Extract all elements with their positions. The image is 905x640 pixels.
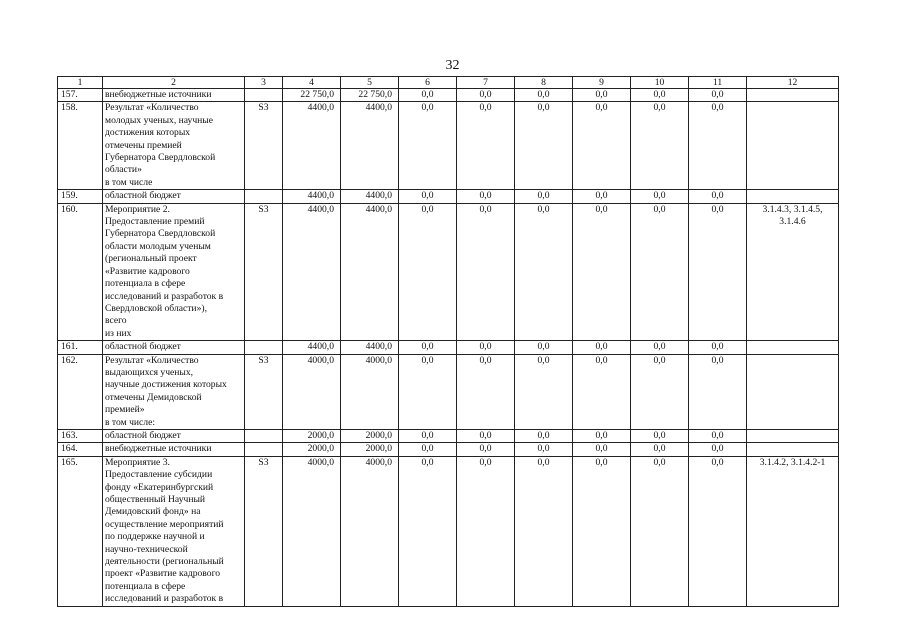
value-col-8: 0,0 xyxy=(515,190,573,203)
table-row xyxy=(58,354,839,429)
value-col-5: 4400,0 xyxy=(341,203,399,340)
row-reference: 3.1.4.2, 3.1.4.2-1 xyxy=(747,456,839,606)
value-col-10: 0,0 xyxy=(631,190,689,203)
value-col-11: 0,0 xyxy=(689,443,747,456)
value-col-11: 0,0 xyxy=(689,190,747,203)
row-number: 162. xyxy=(58,354,103,429)
column-header: 12 xyxy=(747,77,839,89)
value-col-7: 0,0 xyxy=(457,341,515,354)
value-col-9: 0,0 xyxy=(573,341,631,354)
value-col-6: 0,0 xyxy=(399,429,457,442)
value-col-10: 0,0 xyxy=(631,354,689,429)
row-reference: 3.1.4.3, 3.1.4.5, 3.1.4.6 xyxy=(747,203,839,340)
row-code: S3 xyxy=(245,102,283,190)
row-name: внебюджетные источники xyxy=(103,443,245,456)
value-col-4: 4000,0 xyxy=(283,456,341,606)
value-col-10: 0,0 xyxy=(631,89,689,102)
column-header: 10 xyxy=(631,77,689,89)
value-col-4: 4400,0 xyxy=(283,190,341,203)
column-header: 1 xyxy=(58,77,103,89)
value-col-6: 0,0 xyxy=(399,443,457,456)
value-col-8: 0,0 xyxy=(515,456,573,606)
value-col-9: 0,0 xyxy=(573,190,631,203)
row-reference xyxy=(747,354,839,429)
row-number: 163. xyxy=(58,429,103,442)
row-name: областной бюджет xyxy=(103,341,245,354)
value-col-9: 0,0 xyxy=(573,89,631,102)
table-row xyxy=(58,190,839,203)
value-col-6: 0,0 xyxy=(399,203,457,340)
row-number: 158. xyxy=(58,102,103,190)
row-reference xyxy=(747,443,839,456)
value-col-8: 0,0 xyxy=(515,89,573,102)
budget-table xyxy=(57,76,839,607)
row-code: S3 xyxy=(245,456,283,606)
value-col-10: 0,0 xyxy=(631,341,689,354)
value-col-8: 0,0 xyxy=(515,354,573,429)
row-name: областной бюджет xyxy=(103,429,245,442)
row-number: 157. xyxy=(58,89,103,102)
row-reference xyxy=(747,89,839,102)
row-name: Результат «Количество молодых ученых, научные достижения которых отмечены премией Губернатора Свердловской области» в том числе xyxy=(103,102,245,190)
value-col-7: 0,0 xyxy=(457,203,515,340)
row-code: S3 xyxy=(245,354,283,429)
value-col-11: 0,0 xyxy=(689,429,747,442)
value-col-8: 0,0 xyxy=(515,443,573,456)
row-number: 160. xyxy=(58,203,103,340)
page-number: 32 xyxy=(445,58,460,73)
column-header: 5 xyxy=(341,77,399,89)
value-col-8: 0,0 xyxy=(515,429,573,442)
row-number: 161. xyxy=(58,341,103,354)
value-col-7: 0,0 xyxy=(457,443,515,456)
table-row xyxy=(58,456,839,606)
value-col-11: 0,0 xyxy=(689,354,747,429)
value-col-7: 0,0 xyxy=(457,354,515,429)
row-name: внебюджетные источники xyxy=(103,89,245,102)
value-col-5: 22 750,0 xyxy=(341,89,399,102)
row-number: 165. xyxy=(58,456,103,606)
value-col-5: 4400,0 xyxy=(341,102,399,190)
row-reference xyxy=(747,190,839,203)
value-col-4: 22 750,0 xyxy=(283,89,341,102)
table-row xyxy=(58,89,839,102)
value-col-11: 0,0 xyxy=(689,102,747,190)
value-col-9: 0,0 xyxy=(573,203,631,340)
value-col-9: 0,0 xyxy=(573,354,631,429)
row-code xyxy=(245,443,283,456)
value-col-4: 2000,0 xyxy=(283,443,341,456)
value-col-11: 0,0 xyxy=(689,341,747,354)
value-col-6: 0,0 xyxy=(399,190,457,203)
row-code xyxy=(245,89,283,102)
value-col-6: 0,0 xyxy=(399,456,457,606)
row-name: Мероприятие 3. Предоставление субсидии фонду «Екатеринбургский общественный Научный Демидовский фонд» на осуществление мероприятий по поддержке научной и научно-технической деятельности (региональный проект «Развитие кадрового потенциала в сфере исследований и разработок в xyxy=(103,456,245,606)
table-row xyxy=(58,429,839,442)
value-col-6: 0,0 xyxy=(399,341,457,354)
value-col-6: 0,0 xyxy=(399,354,457,429)
column-header: 9 xyxy=(573,77,631,89)
value-col-5: 4400,0 xyxy=(341,190,399,203)
value-col-8: 0,0 xyxy=(515,102,573,190)
column-header: 2 xyxy=(103,77,245,89)
value-col-7: 0,0 xyxy=(457,456,515,606)
header-row xyxy=(58,77,839,89)
value-col-7: 0,0 xyxy=(457,102,515,190)
row-name: Мероприятие 2. Предоставление премий Губернатора Свердловской области молодым ученым (региональный проект «Развитие кадрового потенциала в сфере исследований и разработок в Свердловской области»), всего из них xyxy=(103,203,245,340)
value-col-11: 0,0 xyxy=(689,203,747,340)
table-row xyxy=(58,443,839,456)
row-name: Результат «Количество выдающихся ученых, научные достижения которых отмечены Демидовской премией» в том числе: xyxy=(103,354,245,429)
column-header: 11 xyxy=(689,77,747,89)
value-col-11: 0,0 xyxy=(689,89,747,102)
column-header: 6 xyxy=(399,77,457,89)
value-col-4: 2000,0 xyxy=(283,429,341,442)
row-number: 164. xyxy=(58,443,103,456)
value-col-6: 0,0 xyxy=(399,102,457,190)
value-col-7: 0,0 xyxy=(457,190,515,203)
row-code xyxy=(245,190,283,203)
row-code xyxy=(245,341,283,354)
value-col-7: 0,0 xyxy=(457,89,515,102)
value-col-10: 0,0 xyxy=(631,443,689,456)
column-header: 3 xyxy=(245,77,283,89)
row-code: S3 xyxy=(245,203,283,340)
value-col-5: 4000,0 xyxy=(341,354,399,429)
value-col-10: 0,0 xyxy=(631,456,689,606)
value-col-5: 4000,0 xyxy=(341,456,399,606)
row-number: 159. xyxy=(58,190,103,203)
value-col-4: 4400,0 xyxy=(283,341,341,354)
row-code xyxy=(245,429,283,442)
value-col-4: 4000,0 xyxy=(283,354,341,429)
row-reference xyxy=(747,102,839,190)
value-col-4: 4400,0 xyxy=(283,102,341,190)
column-header: 4 xyxy=(283,77,341,89)
row-reference xyxy=(747,341,839,354)
row-name: областной бюджет xyxy=(103,190,245,203)
value-col-5: 2000,0 xyxy=(341,443,399,456)
table-row xyxy=(58,102,839,190)
value-col-11: 0,0 xyxy=(689,456,747,606)
value-col-9: 0,0 xyxy=(573,102,631,190)
value-col-5: 4400,0 xyxy=(341,341,399,354)
value-col-10: 0,0 xyxy=(631,203,689,340)
value-col-7: 0,0 xyxy=(457,429,515,442)
value-col-9: 0,0 xyxy=(573,456,631,606)
row-reference xyxy=(747,429,839,442)
value-col-10: 0,0 xyxy=(631,102,689,190)
value-col-9: 0,0 xyxy=(573,429,631,442)
value-col-6: 0,0 xyxy=(399,89,457,102)
table-row xyxy=(58,341,839,354)
value-col-4: 4400,0 xyxy=(283,203,341,340)
value-col-5: 2000,0 xyxy=(341,429,399,442)
column-header: 7 xyxy=(457,77,515,89)
table-row xyxy=(58,203,839,340)
value-col-8: 0,0 xyxy=(515,203,573,340)
value-col-9: 0,0 xyxy=(573,443,631,456)
value-col-10: 0,0 xyxy=(631,429,689,442)
column-header: 8 xyxy=(515,77,573,89)
value-col-8: 0,0 xyxy=(515,341,573,354)
